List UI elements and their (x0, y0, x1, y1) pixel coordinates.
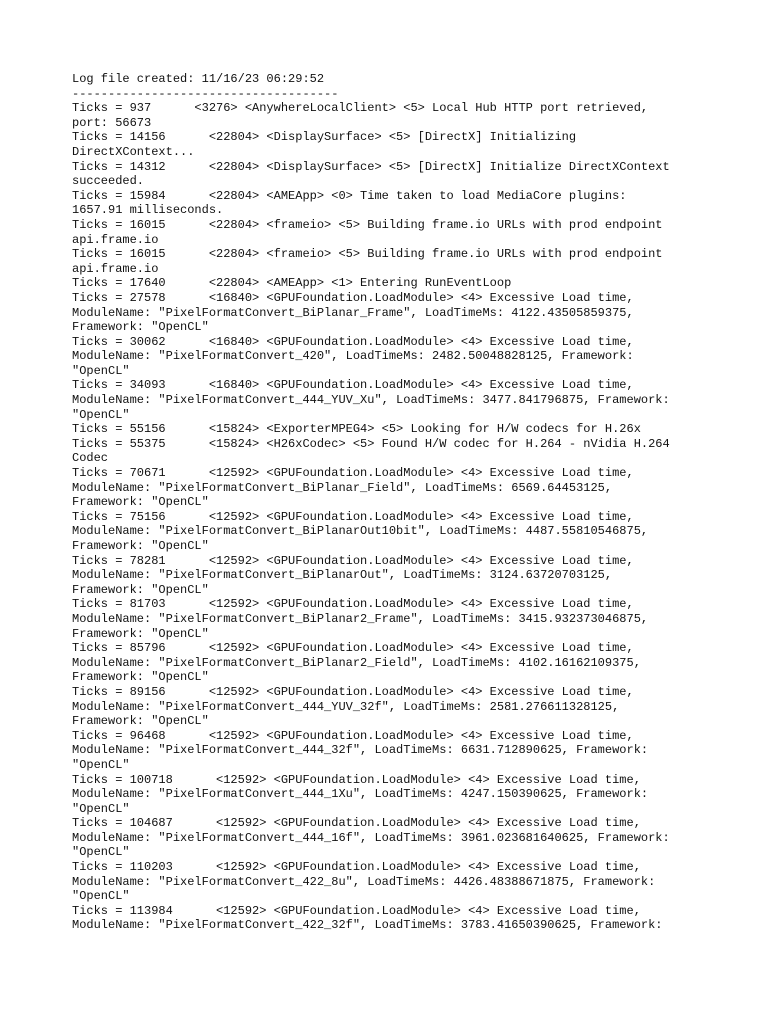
log-line: Ticks = 15984 <22804> <AMEApp> <0> Time taken to load MediaCore plugins: (72, 188, 627, 203)
log-line: Ticks = 75156 <12592> <GPUFoundation.LoadModule> <4> Excessive Load time, (72, 509, 634, 524)
log-line: "OpenCL" (72, 801, 130, 816)
log-line: Codec (72, 451, 109, 466)
log-line: ModuleName: "PixelFormatConvert_444_YUV_Xu", LoadTimeMs: 3477.841796875, Framework: (72, 393, 670, 408)
log-line: Framework: "OpenCL" (72, 626, 209, 641)
log-line: Framework: "OpenCL" (72, 714, 209, 729)
log-line: ModuleName: "PixelFormatConvert_422_8u", LoadTimeMs: 4426.48388671875, Framework: (72, 874, 656, 889)
log-line: Ticks = 30062 <16840> <GPUFoundation.LoadModule> <4> Excessive Load time, (72, 334, 634, 349)
log-line: DirectXContext... (72, 144, 195, 159)
log-line: Ticks = 70671 <12592> <GPUFoundation.LoadModule> <4> Excessive Load time, (72, 466, 634, 481)
log-line: ModuleName: "PixelFormatConvert_BiPlanarOut10bit", LoadTimeMs: 4487.55810546875, (72, 524, 649, 539)
log-line: ModuleName: "PixelFormatConvert_444_YUV_32f", LoadTimeMs: 2581.276611328125, (72, 699, 620, 714)
log-line: ModuleName: "PixelFormatConvert_BiPlanar2_Field", LoadTimeMs: 4102.16162109375, (72, 655, 641, 670)
log-line: Ticks = 89156 <12592> <GPUFoundation.LoadModule> <4> Excessive Load time, (72, 684, 634, 699)
log-line: "OpenCL" (72, 889, 130, 904)
log-line: Framework: "OpenCL" (72, 582, 209, 597)
log-line: Ticks = 16015 <22804> <frameio> <5> Building frame.io URLs with prod endpoint (72, 247, 663, 262)
log-line: 1657.91 milliseconds. (72, 203, 224, 218)
log-line: Ticks = 78281 <12592> <GPUFoundation.LoadModule> <4> Excessive Load time, (72, 553, 634, 568)
log-line: "OpenCL" (72, 757, 130, 772)
log-separator: ------------------------------------- (72, 86, 339, 101)
log-line: Ticks = 27578 <16840> <GPUFoundation.LoadModule> <4> Excessive Load time, (72, 290, 634, 305)
log-line: Ticks = 113984 <12592> <GPUFoundation.LoadModule> <4> Excessive Load time, (72, 903, 641, 918)
log-line: api.frame.io (72, 232, 159, 247)
log-document (72, 72, 712, 933)
log-line: ModuleName: "PixelFormatConvert_444_16f", LoadTimeMs: 3961.023681640625, Framework: (72, 830, 670, 845)
log-line: Ticks = 81703 <12592> <GPUFoundation.LoadModule> <4> Excessive Load time, (72, 597, 634, 612)
log-line: Framework: "OpenCL" (72, 539, 209, 553)
log-line: ModuleName: "PixelFormatConvert_BiPlanar2_Frame", LoadTimeMs: 3415.932373046875, (72, 611, 649, 626)
log-line: Ticks = 96468 <12592> <GPUFoundation.LoadModule> <4> Excessive Load time, (72, 728, 634, 743)
log-line: ModuleName: "PixelFormatConvert_422_32f", LoadTimeMs: 3783.41650390625, Framework: (72, 918, 663, 933)
log-line: Ticks = 55375 <15824> <H26xCodec> <5> Found H/W codec for H.264 - nVidia H.264 (72, 436, 670, 451)
log-line: ModuleName: "PixelFormatConvert_BiPlanarOut", LoadTimeMs: 3124.63720703125, (72, 568, 613, 583)
log-line: Ticks = 104687 <12592> <GPUFoundation.LoadModule> <4> Excessive Load time, (72, 816, 641, 831)
log-line: Ticks = 14312 <22804> <DisplaySurface> <5> [DirectX] Initialize DirectXContext (72, 159, 670, 174)
log-line: Ticks = 937 <3276> <AnywhereLocalClient> <5> Local Hub HTTP port retrieved, (72, 101, 649, 116)
log-line: ModuleName: "PixelFormatConvert_444_1Xu", LoadTimeMs: 4247.150390625, Framework: (72, 787, 649, 802)
log-line: Ticks = 110203 <12592> <GPUFoundation.LoadModule> <4> Excessive Load time, (72, 860, 641, 875)
log-line: Framework: "OpenCL" (72, 670, 209, 685)
log-line: Ticks = 55156 <15824> <ExporterMPEG4> <5> Looking for H/W codecs for H.26x (72, 422, 641, 437)
log-line: Ticks = 14156 <22804> <DisplaySurface> <5> [DirectX] Initializing (72, 130, 577, 145)
log-line: Ticks = 85796 <12592> <GPUFoundation.LoadModule> <4> Excessive Load time, (72, 641, 634, 656)
log-line: ModuleName: "PixelFormatConvert_BiPlanar_Field", LoadTimeMs: 6569.64453125, (72, 480, 613, 495)
log-line: Ticks = 17640 <22804> <AMEApp> <1> Entering RunEventLoop (72, 276, 512, 291)
log-line: Ticks = 100718 <12592> <GPUFoundation.LoadModule> <4> Excessive Load time, (72, 772, 641, 787)
log-line: Ticks = 16015 <22804> <frameio> <5> Building frame.io URLs with prod endpoint (72, 217, 663, 232)
log-line: Framework: "OpenCL" (72, 320, 209, 335)
log-header: Log file created: 11/16/23 06:29:52 (72, 72, 325, 86)
log-line: "OpenCL" (72, 845, 130, 860)
log-line: api.frame.io (72, 261, 159, 276)
log-line: "OpenCL" (72, 407, 130, 422)
log-line: ModuleName: "PixelFormatConvert_420", LoadTimeMs: 2482.50048828125, Framework: (72, 349, 634, 364)
log-line: Ticks = 34093 <16840> <GPUFoundation.LoadModule> <4> Excessive Load time, (72, 378, 634, 393)
log-line: succeeded. (72, 174, 145, 189)
log-line: "OpenCL" (72, 363, 130, 378)
log-line: ModuleName: "PixelFormatConvert_444_32f", LoadTimeMs: 6631.712890625, Framework: (72, 743, 649, 758)
log-line: ModuleName: "PixelFormatConvert_BiPlanar_Frame", LoadTimeMs: 4122.43505859375, (72, 305, 634, 320)
log-line: Framework: "OpenCL" (72, 495, 209, 510)
log-line: port: 56673 (72, 115, 152, 130)
